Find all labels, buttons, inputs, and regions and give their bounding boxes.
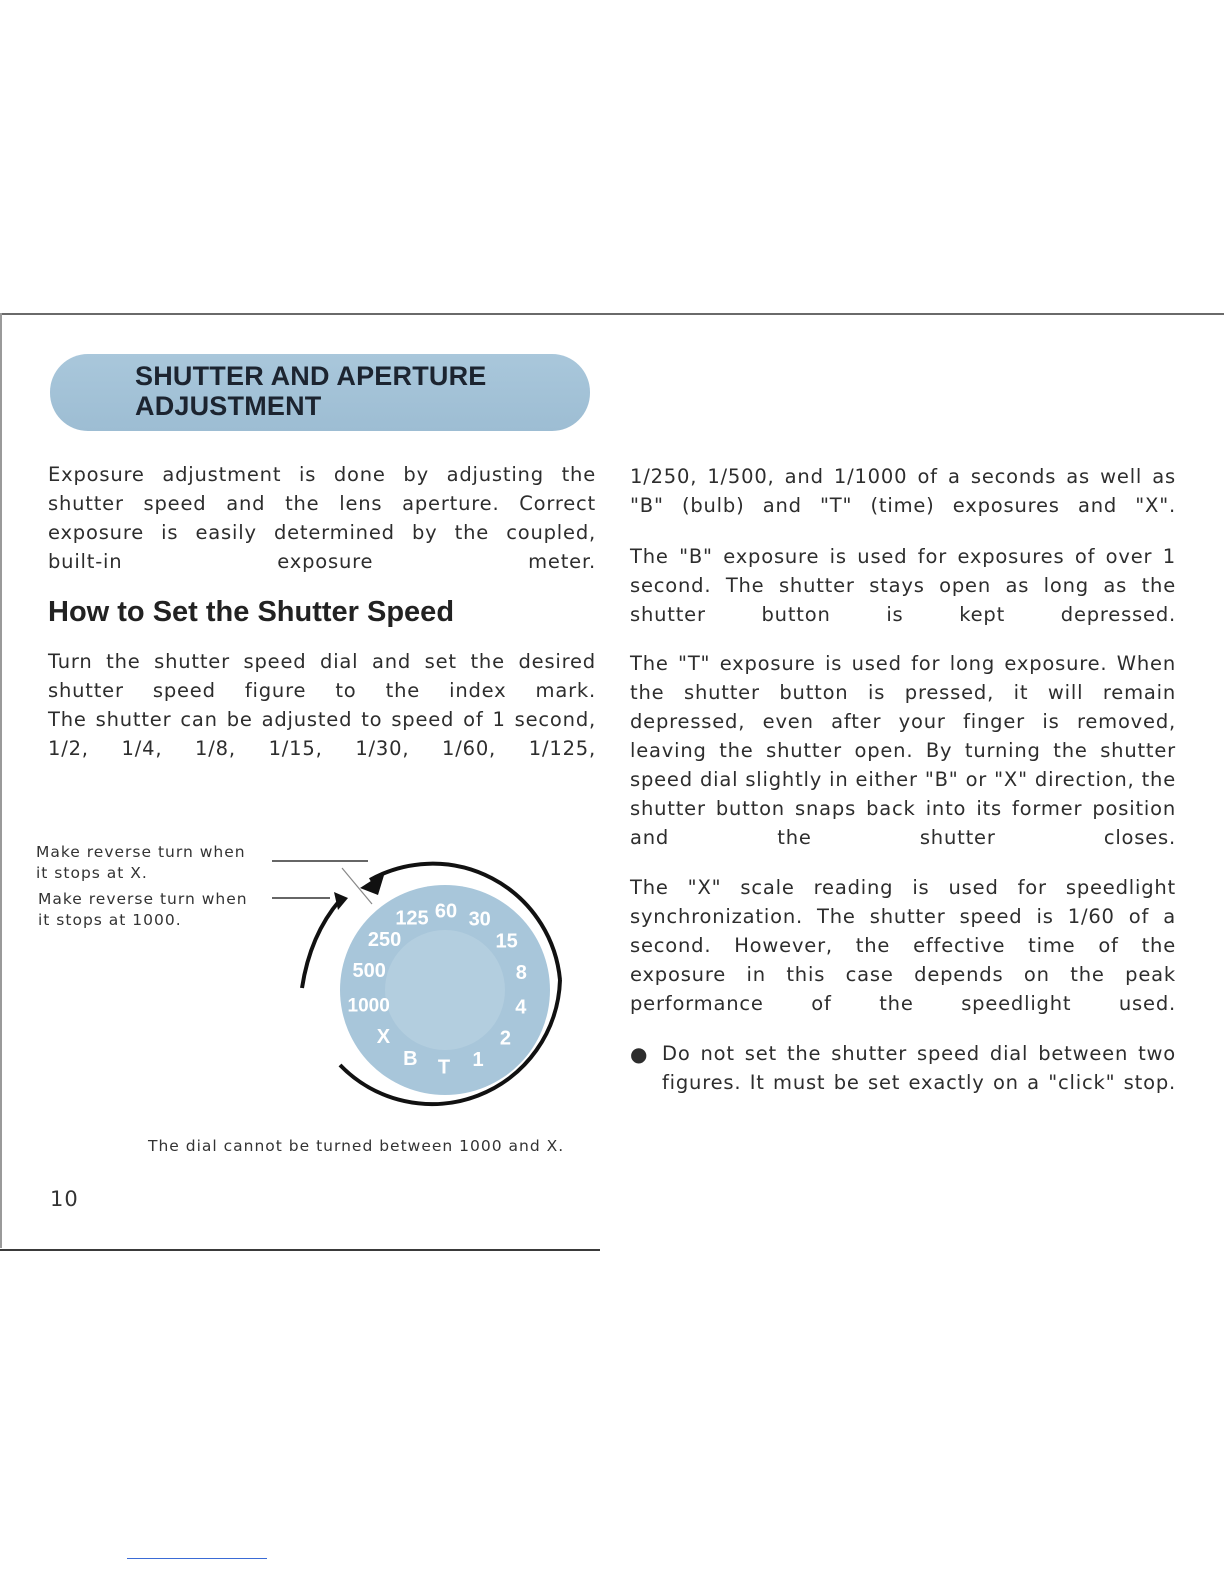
dial-label: 1 xyxy=(472,1048,484,1071)
section-title-line-1: SHUTTER AND APERTURE xyxy=(135,361,487,391)
bullet-dot: ● xyxy=(630,1042,648,1066)
dial-label: B xyxy=(403,1048,418,1071)
shutter-speed-paragraph-1: Turn the shutter speed dial and set the desired shutter speed figure to the index mark. xyxy=(48,650,596,702)
page-edge-left xyxy=(0,313,2,1248)
scan-artifact-line xyxy=(127,1558,267,1559)
right-paragraph-2: The "B" exposure is used for exposures of over 1 second. The shutter stays open as long as the shutter button is kept depressed. xyxy=(630,545,1176,626)
dial-label: 125 xyxy=(395,907,429,930)
shutter-dial-figure xyxy=(260,840,590,1130)
page-number: 10 xyxy=(50,1187,79,1211)
page-edge-top xyxy=(0,313,1224,315)
dial-label: 15 xyxy=(495,930,518,953)
right-paragraph-1: 1/250, 1/500, and 1/1000 of a seconds as well as "B" (bulb) and "T" (time) exposures and "X". xyxy=(630,465,1176,517)
subsection-heading: How to Set the Shutter Speed xyxy=(48,596,455,628)
section-title xyxy=(135,361,575,421)
section-title-line-2: ADJUSTMENT xyxy=(135,391,322,421)
dial-label: 4 xyxy=(515,996,527,1019)
note-reverse-at-1000: Make reverse turn when it stops at 1000. xyxy=(38,890,248,929)
dial-label: 250 xyxy=(367,928,402,951)
right-paragraph-3: The "T" exposure is used for long exposure. When the shutter button is pressed, it will remain depressed, even after your finger is removed, leaving the shutter open. By turning the shutter speed dial slightly in either "B" or "X" direction, the shutter button snaps back into its former position and the shutter closes. xyxy=(630,652,1176,849)
bullet-note: Do not set the shutter speed dial between two figures. It must be set exactly on a "click" stop. xyxy=(662,1042,1176,1094)
dial-label: T xyxy=(437,1056,451,1079)
arrow-left-curve xyxy=(302,900,340,988)
dial-label: X xyxy=(376,1026,391,1049)
dial-label: 500 xyxy=(352,959,386,982)
intro-paragraph: Exposure adjustment is done by adjusting the shutter speed and the lens aperture. Correct exposure is easily determined by the coupled, built-in exposure meter. xyxy=(48,463,596,573)
figure-caption: The dial cannot be turned between 1000 and X. xyxy=(148,1137,565,1155)
dial-label: 60 xyxy=(434,900,458,923)
note-reverse-at-x: Make reverse turn when it stops at X. xyxy=(36,843,246,882)
dial-label: 30 xyxy=(468,908,491,931)
dial-label: 1000 xyxy=(347,995,390,1017)
dial-hub xyxy=(385,930,505,1050)
shutter-speed-paragraph-2: The shutter can be adjusted to speed of 1 second, 1/2, 1/4, 1/8, 1/15, 1/30, 1/60, 1/125, xyxy=(48,708,596,760)
page-edge-bottom xyxy=(0,1249,600,1251)
right-paragraph-4: The "X" scale reading is used for speedlight synchronization. The shutter speed is 1/60 of a second. However, the effective time of the exposure in this case depends on the peak performance of the speedlight used. xyxy=(630,876,1176,1015)
arrow-head-top xyxy=(360,872,385,895)
dial-label: 8 xyxy=(515,961,527,984)
dial-label: 2 xyxy=(499,1027,511,1050)
